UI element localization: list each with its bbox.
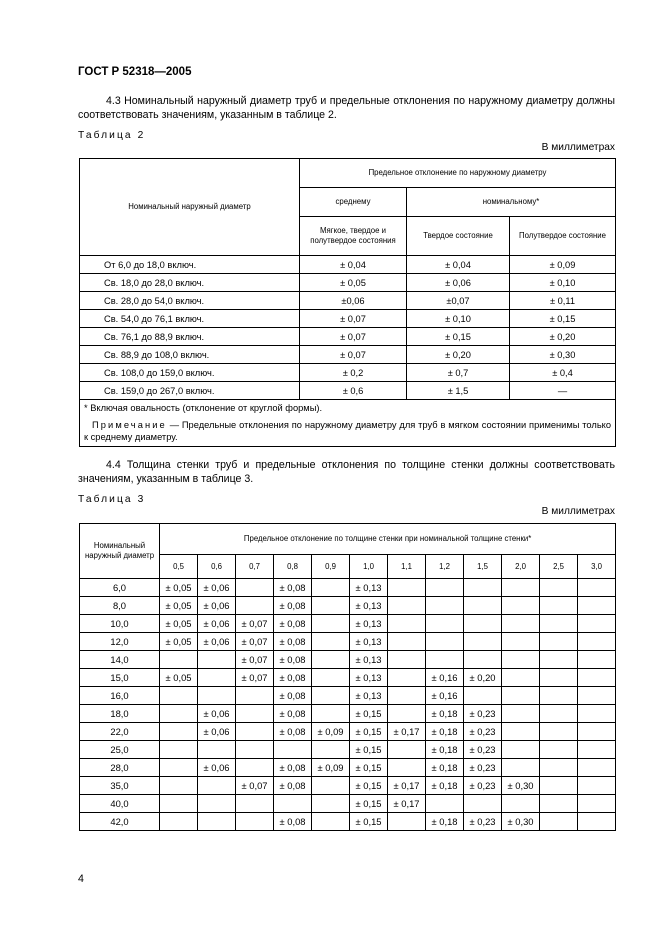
- table3-cell-value: [312, 615, 350, 633]
- table3-cell-value: [426, 615, 464, 633]
- table3-cell-value: [502, 723, 540, 741]
- table3-cell-value: [312, 597, 350, 615]
- table2-col-hard: Твердое состояние: [407, 217, 510, 256]
- table-row: [80, 705, 616, 723]
- table3-cell-value: ± 0,17: [388, 795, 426, 813]
- paragraph-4-3: 4.3 Номинальный наружный диаметр труб и предельные отклонения по наружному диаметру должны соответствовать значениям, указанным в таблице 2.: [78, 95, 615, 121]
- table3-cell-value: ± 0,08: [274, 651, 312, 669]
- table3-cell-value: [540, 633, 578, 651]
- table2-cell-value: ± 0,10: [407, 310, 510, 328]
- table2-cell-diameter: Св. 54,0 до 76,1 включ.: [80, 310, 300, 328]
- table3-cell-value: ± 0,08: [274, 597, 312, 615]
- table3-cell-value: [198, 669, 236, 687]
- table3-cell-value: [160, 705, 198, 723]
- table3-cell-diameter: 12,0: [80, 633, 160, 651]
- table3-cell-value: [540, 687, 578, 705]
- table3-cell-diameter: 28,0: [80, 759, 160, 777]
- table3-cell-value: [578, 759, 616, 777]
- document-header: ГОСТ Р 52318—2005: [78, 66, 192, 78]
- table2-cell-value: ± 0,30: [510, 346, 616, 364]
- table3-cell-value: [578, 777, 616, 795]
- table3-cell-value: ± 0,15: [350, 795, 388, 813]
- table3-thickness-header: 0,9: [312, 555, 350, 579]
- table3-cell-value: [464, 597, 502, 615]
- table3-cell-value: ± 0,08: [274, 579, 312, 597]
- table3-cell-value: [312, 777, 350, 795]
- table3-cell-value: [578, 795, 616, 813]
- table3-cell-value: ± 0,06: [198, 615, 236, 633]
- table2-cell-value: ±0,07: [407, 292, 510, 310]
- table3-cell-value: ± 0,18: [426, 777, 464, 795]
- table3-cell-value: [540, 777, 578, 795]
- table3-cell-value: ± 0,30: [502, 777, 540, 795]
- table-row: [80, 597, 616, 615]
- table3-cell-value: [464, 579, 502, 597]
- table2-cell-diameter: Св. 76,1 до 88,9 включ.: [80, 328, 300, 346]
- table3-cell-value: [578, 705, 616, 723]
- table3-cell-value: [502, 705, 540, 723]
- table3-cell-value: ± 0,18: [426, 741, 464, 759]
- table3-cell-diameter: 14,0: [80, 651, 160, 669]
- table3-cell-value: [426, 795, 464, 813]
- table2-cell-diameter: От 6,0 до 18,0 включ.: [80, 256, 300, 274]
- table3-cell-value: [388, 741, 426, 759]
- table3-cell-value: [198, 651, 236, 669]
- table3-cell-value: [236, 687, 274, 705]
- table3-thickness-header: 1,0: [350, 555, 388, 579]
- table3-cell-value: ± 0,15: [350, 705, 388, 723]
- table3-col-diameter: Номинальный наружный диаметр: [80, 524, 160, 579]
- table3-cell-value: [464, 651, 502, 669]
- table3-cell-value: [578, 723, 616, 741]
- table3-thickness-header: 2,0: [502, 555, 540, 579]
- table2-cell-diameter: Св. 18,0 до 28,0 включ.: [80, 274, 300, 292]
- table3-cell-value: [426, 597, 464, 615]
- table-2: [79, 158, 616, 447]
- table3-cell-value: [464, 633, 502, 651]
- table3-cell-value: [578, 669, 616, 687]
- table3-thickness-header: 1,5: [464, 555, 502, 579]
- table-row: [80, 256, 616, 274]
- table3-cell-value: ± 0,09: [312, 759, 350, 777]
- table3-cell-value: ± 0,08: [274, 723, 312, 741]
- table-row: [80, 741, 616, 759]
- table2-cell-value: ± 0,20: [407, 346, 510, 364]
- table3-cell-value: [502, 795, 540, 813]
- table3-thickness-header: 0,7: [236, 555, 274, 579]
- table-row: [80, 328, 616, 346]
- table2-cell-value: ± 0,07: [300, 346, 407, 364]
- table3-cell-value: [236, 597, 274, 615]
- table-row: [80, 759, 616, 777]
- table2-cell-value: ± 0,07: [300, 310, 407, 328]
- table2-cell-value: ± 0,04: [407, 256, 510, 274]
- table2-note-text: — Предельные отклонения по наружному диаметру для труб в мягком состоянии применимы только к среднему диаметру.: [84, 419, 612, 442]
- table3-cell-value: ± 0,05: [160, 615, 198, 633]
- table3-cell-value: [540, 795, 578, 813]
- table3-cell-value: [502, 669, 540, 687]
- table3-cell-value: ± 0,23: [464, 723, 502, 741]
- table3-cell-value: ± 0,16: [426, 687, 464, 705]
- table-row: [80, 777, 616, 795]
- table3-cell-value: ± 0,13: [350, 579, 388, 597]
- table3-cell-value: ± 0,20: [464, 669, 502, 687]
- table2-cell-value: ± 0,10: [510, 274, 616, 292]
- table3-cell-value: [426, 633, 464, 651]
- table3-cell-value: [540, 705, 578, 723]
- table3-cell-value: ± 0,13: [350, 669, 388, 687]
- table3-cell-value: [312, 813, 350, 831]
- table-row: [80, 346, 616, 364]
- table2-note-label: Примечание: [92, 419, 167, 430]
- table3-cell-value: [160, 741, 198, 759]
- table3-cell-value: [312, 651, 350, 669]
- table3-cell-value: ± 0,06: [198, 723, 236, 741]
- table2-cell-value: ± 0,11: [510, 292, 616, 310]
- table3-cell-value: [578, 741, 616, 759]
- table-row: [80, 274, 616, 292]
- table3-cell-value: [502, 651, 540, 669]
- table3-cell-value: [198, 795, 236, 813]
- table3-cell-value: [274, 795, 312, 813]
- table2-col-diameter: Номинальный наружный диаметр: [80, 159, 300, 256]
- table3-cell-value: [578, 597, 616, 615]
- table3-cell-diameter: 22,0: [80, 723, 160, 741]
- table3-cell-value: [312, 741, 350, 759]
- table3-cell-value: [388, 669, 426, 687]
- table2-col-semihard: Полутвердое состояние: [510, 217, 616, 256]
- table3-cell-value: [236, 723, 274, 741]
- table3-cell-value: [160, 813, 198, 831]
- table3-cell-value: [502, 633, 540, 651]
- table3-cell-value: [578, 579, 616, 597]
- table3-cell-value: ± 0,07: [236, 669, 274, 687]
- table3-cell-value: ± 0,18: [426, 705, 464, 723]
- table3-cell-value: [388, 759, 426, 777]
- table3-cell-value: [236, 741, 274, 759]
- table3-cell-value: ± 0,15: [350, 777, 388, 795]
- table3-cell-value: [578, 813, 616, 831]
- table-row: [80, 795, 616, 813]
- table3-cell-value: ± 0,07: [236, 651, 274, 669]
- table2-cell-value: ± 0,09: [510, 256, 616, 274]
- table3-cell-value: [236, 795, 274, 813]
- table-row: [80, 292, 616, 310]
- table3-col-group: Предельное отклонение по толщине стенки при номинальной толщине стенки*: [160, 524, 616, 555]
- table-row: [80, 633, 616, 651]
- table3-cell-value: [540, 651, 578, 669]
- table3-cell-value: [312, 705, 350, 723]
- table3-cell-value: [426, 579, 464, 597]
- table2-label: Таблица 2: [78, 130, 146, 141]
- table3-cell-value: ± 0,08: [274, 633, 312, 651]
- table3-cell-value: [502, 579, 540, 597]
- table3-cell-value: ± 0,23: [464, 741, 502, 759]
- table2-cell-value: ± 0,05: [300, 274, 407, 292]
- table3-cell-value: ± 0,07: [236, 633, 274, 651]
- table3-cell-value: [540, 723, 578, 741]
- table-row: [80, 669, 616, 687]
- table3-cell-value: [388, 651, 426, 669]
- table-row: [80, 723, 616, 741]
- table-row: [80, 364, 616, 382]
- table3-cell-diameter: 40,0: [80, 795, 160, 813]
- paragraph-4-4: 4.4 Толщина стенки труб и предельные отклонения по толщине стенки должны соответствовать значениям, указанным в таблице 3.: [78, 459, 615, 485]
- table3-cell-value: [540, 669, 578, 687]
- table2-cell-value: ± 0,6: [300, 382, 407, 400]
- table3-cell-value: ± 0,15: [350, 723, 388, 741]
- table2-cell-value: ± 1,5: [407, 382, 510, 400]
- table3-cell-value: [540, 615, 578, 633]
- table3-cell-value: ± 0,15: [350, 813, 388, 831]
- table3-cell-value: [312, 795, 350, 813]
- table3-cell-value: [464, 687, 502, 705]
- table3-cell-value: [540, 813, 578, 831]
- table3-cell-value: ± 0,15: [350, 741, 388, 759]
- table-row: [80, 687, 616, 705]
- table3-cell-value: [312, 633, 350, 651]
- table3-cell-value: [160, 777, 198, 795]
- table3-cell-value: [236, 759, 274, 777]
- table3-cell-diameter: 10,0: [80, 615, 160, 633]
- table3-cell-value: ± 0,13: [350, 633, 388, 651]
- table3-cell-value: [388, 705, 426, 723]
- table2-cell-diameter: Св. 88,9 до 108,0 включ.: [80, 346, 300, 364]
- table3-cell-value: [578, 687, 616, 705]
- table3-cell-value: ± 0,07: [236, 615, 274, 633]
- table3-cell-value: ± 0,06: [198, 705, 236, 723]
- table3-thickness-header: 3,0: [578, 555, 616, 579]
- table3-units: В миллиметрах: [541, 506, 615, 517]
- table3-thickness-header: 0,8: [274, 555, 312, 579]
- table-3: [79, 523, 616, 831]
- table3-cell-value: [540, 759, 578, 777]
- table3-cell-value: [388, 615, 426, 633]
- table3-cell-value: ± 0,05: [160, 597, 198, 615]
- table3-cell-value: [312, 669, 350, 687]
- table2-cell-value: ± 0,15: [510, 310, 616, 328]
- table3-cell-value: [578, 633, 616, 651]
- table3-cell-value: ± 0,23: [464, 705, 502, 723]
- table3-thickness-header: 2,5: [540, 555, 578, 579]
- table3-cell-value: [578, 615, 616, 633]
- table3-cell-value: ± 0,13: [350, 687, 388, 705]
- table2-footnote: * Включая овальность (отклонение от круглой формы).: [80, 400, 616, 417]
- table2-cell-diameter: Св. 108,0 до 159,0 включ.: [80, 364, 300, 382]
- table-row: [80, 615, 616, 633]
- table3-cell-value: ± 0,18: [426, 759, 464, 777]
- table3-cell-diameter: 42,0: [80, 813, 160, 831]
- table3-cell-value: ± 0,13: [350, 597, 388, 615]
- table3-cell-value: ± 0,08: [274, 705, 312, 723]
- table2-cell-value: ± 0,06: [407, 274, 510, 292]
- page-number: 4: [78, 873, 84, 885]
- table3-cell-value: ± 0,18: [426, 813, 464, 831]
- table3-cell-value: ± 0,05: [160, 579, 198, 597]
- table3-cell-value: ± 0,16: [426, 669, 464, 687]
- table3-cell-value: ± 0,23: [464, 759, 502, 777]
- table2-cell-diameter: Св. 159,0 до 267,0 включ.: [80, 382, 300, 400]
- table3-cell-value: ± 0,08: [274, 669, 312, 687]
- table3-cell-value: [578, 651, 616, 669]
- table3-cell-value: [312, 687, 350, 705]
- table3-cell-value: [388, 579, 426, 597]
- table3-thickness-row: [80, 555, 616, 579]
- table2-cell-value: ±0,06: [300, 292, 407, 310]
- table3-cell-value: [236, 813, 274, 831]
- table3-cell-value: ± 0,23: [464, 777, 502, 795]
- table2-cell-value: ± 0,20: [510, 328, 616, 346]
- table3-cell-value: [502, 759, 540, 777]
- table3-cell-value: [198, 777, 236, 795]
- table2-col-mean: среднему: [300, 188, 407, 217]
- table3-cell-value: ± 0,08: [274, 687, 312, 705]
- table3-cell-value: [198, 741, 236, 759]
- table2-units: В миллиметрах: [541, 142, 615, 153]
- table2-cell-value: ± 0,7: [407, 364, 510, 382]
- table3-cell-diameter: 8,0: [80, 597, 160, 615]
- table-row: [80, 579, 616, 597]
- table3-label: Таблица 3: [78, 494, 146, 505]
- table2-cell-value: ± 0,4: [510, 364, 616, 382]
- table3-cell-value: [464, 615, 502, 633]
- table2-note: [80, 416, 616, 447]
- table2-cell-value: ± 0,04: [300, 256, 407, 274]
- table3-thickness-header: 1,1: [388, 555, 426, 579]
- table3-cell-value: [274, 741, 312, 759]
- table3-cell-value: [464, 795, 502, 813]
- table2-col-nominal: номинальному*: [407, 188, 616, 217]
- table3-cell-diameter: 18,0: [80, 705, 160, 723]
- table3-cell-value: ± 0,08: [274, 615, 312, 633]
- table3-cell-value: ± 0,06: [198, 633, 236, 651]
- table3-cell-value: ± 0,15: [350, 759, 388, 777]
- table3-cell-value: [160, 759, 198, 777]
- table3-cell-diameter: 35,0: [80, 777, 160, 795]
- table3-cell-value: [388, 813, 426, 831]
- table3-cell-value: ± 0,08: [274, 777, 312, 795]
- table3-cell-value: [160, 651, 198, 669]
- table3-cell-value: ± 0,17: [388, 777, 426, 795]
- table3-cell-value: [502, 615, 540, 633]
- table3-cell-value: [502, 741, 540, 759]
- table2-cell-value: ± 0,2: [300, 364, 407, 382]
- table3-cell-value: ± 0,05: [160, 669, 198, 687]
- table3-cell-value: [236, 579, 274, 597]
- table3-cell-diameter: 15,0: [80, 669, 160, 687]
- table3-cell-value: ± 0,06: [198, 759, 236, 777]
- table3-cell-value: ± 0,17: [388, 723, 426, 741]
- table3-cell-value: [426, 651, 464, 669]
- table3-cell-value: [388, 633, 426, 651]
- table3-cell-value: [236, 705, 274, 723]
- table-row: [80, 651, 616, 669]
- table3-thickness-header: 0,6: [198, 555, 236, 579]
- table3-cell-value: [502, 687, 540, 705]
- table-row: [80, 310, 616, 328]
- table3-cell-value: [502, 597, 540, 615]
- table3-cell-value: ± 0,05: [160, 633, 198, 651]
- table-row: [80, 813, 616, 831]
- table3-cell-value: [198, 687, 236, 705]
- table3-cell-value: ± 0,08: [274, 813, 312, 831]
- table3-cell-value: [388, 687, 426, 705]
- table3-cell-value: [540, 741, 578, 759]
- table3-cell-value: ± 0,13: [350, 615, 388, 633]
- table-row: [80, 382, 616, 400]
- table3-cell-value: ± 0,30: [502, 813, 540, 831]
- table3-thickness-header: 1,2: [426, 555, 464, 579]
- table3-cell-value: [540, 597, 578, 615]
- table2-col-group: Предельное отклонение по наружному диаметру: [300, 159, 616, 188]
- table3-cell-value: [198, 813, 236, 831]
- table3-cell-diameter: 16,0: [80, 687, 160, 705]
- table3-cell-value: ± 0,08: [274, 759, 312, 777]
- table2-cell-value: ± 0,07: [300, 328, 407, 346]
- table3-cell-diameter: 25,0: [80, 741, 160, 759]
- table2-cell-value: —: [510, 382, 616, 400]
- table3-cell-value: ± 0,07: [236, 777, 274, 795]
- table2-col-soft: Мягкое, твердое и полутвердое состояния: [300, 217, 407, 256]
- table3-cell-diameter: 6,0: [80, 579, 160, 597]
- table2-cell-diameter: Св. 28,0 до 54,0 включ.: [80, 292, 300, 310]
- table3-cell-value: [312, 579, 350, 597]
- table3-cell-value: ± 0,06: [198, 597, 236, 615]
- table3-cell-value: [160, 723, 198, 741]
- table3-cell-value: ± 0,18: [426, 723, 464, 741]
- table3-thickness-header: 0,5: [160, 555, 198, 579]
- table3-body: [80, 579, 616, 831]
- table3-cell-value: [160, 687, 198, 705]
- table3-cell-value: [160, 795, 198, 813]
- table3-cell-value: ± 0,13: [350, 651, 388, 669]
- table3-cell-value: ± 0,09: [312, 723, 350, 741]
- table2-body: [80, 256, 616, 400]
- table3-cell-value: ± 0,23: [464, 813, 502, 831]
- table3-cell-value: [540, 579, 578, 597]
- table2-cell-value: ± 0,15: [407, 328, 510, 346]
- table3-cell-value: ± 0,06: [198, 579, 236, 597]
- table3-cell-value: [388, 597, 426, 615]
